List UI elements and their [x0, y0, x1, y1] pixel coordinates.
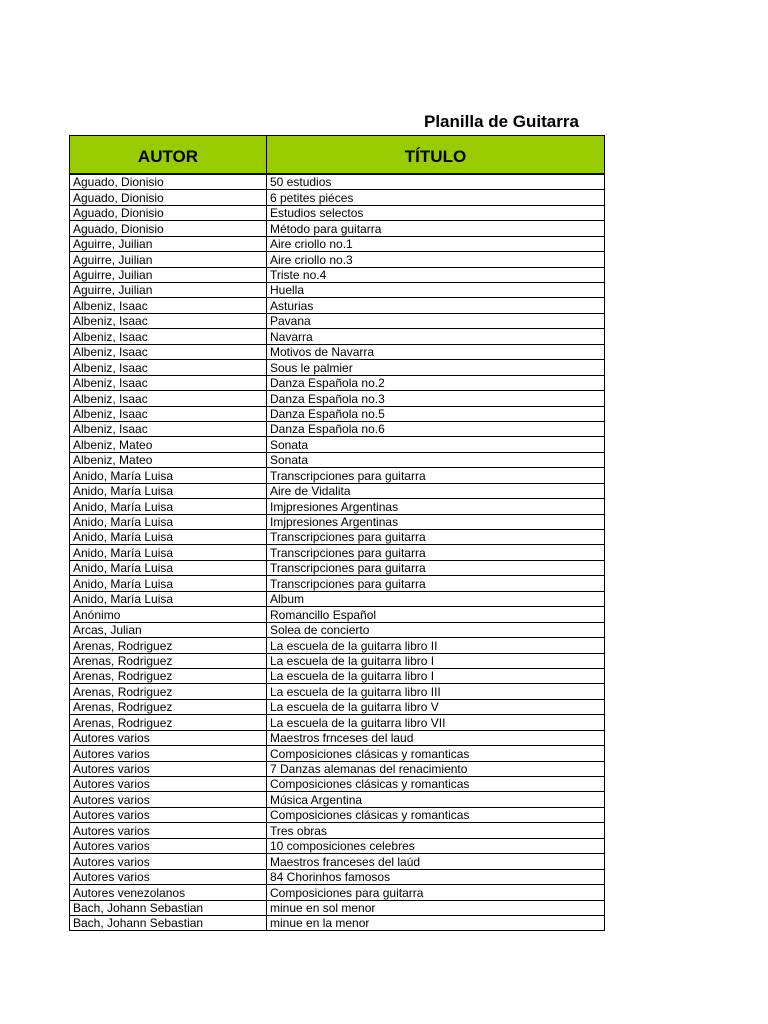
table-row — [70, 360, 605, 375]
cell-autor[interactable]: Albeniz, Isaac — [70, 406, 267, 421]
table-row — [70, 638, 605, 653]
cell-autor[interactable]: Autores varios — [70, 746, 267, 761]
table-row — [70, 653, 605, 668]
cell-autor[interactable]: Autores varios — [70, 792, 267, 807]
cell-titulo[interactable]: 7 Danzas alemanas del renacimiento — [267, 761, 605, 776]
table-row — [70, 792, 605, 807]
cell-titulo[interactable]: Motivos de Navarra — [267, 344, 605, 359]
cell-titulo[interactable]: La escuela de la guitarra libro III — [267, 684, 605, 699]
guitar-catalog-table — [69, 135, 605, 931]
cell-autor[interactable]: Anido, María Luisa — [70, 545, 267, 560]
cell-autor[interactable]: Autores varios — [70, 777, 267, 792]
table-row — [70, 313, 605, 328]
table-row — [70, 174, 605, 190]
cell-titulo[interactable]: Composiciones clásicas y romanticas — [267, 746, 605, 761]
table-row — [70, 560, 605, 575]
table-row — [70, 838, 605, 853]
cell-autor[interactable]: Bach, Johann Sebastian — [70, 915, 267, 930]
header-row — [70, 136, 605, 175]
cell-titulo[interactable]: Estudios selectos — [267, 205, 605, 220]
table-row — [70, 205, 605, 220]
cell-titulo[interactable]: La escuela de la guitarra libro VII — [267, 715, 605, 730]
cell-titulo[interactable]: Pavana — [267, 313, 605, 328]
cell-titulo[interactable]: Solea de concierto — [267, 622, 605, 637]
cell-autor[interactable]: Autores varios — [70, 807, 267, 822]
cell-titulo[interactable]: Composiciones clásicas y romanticas — [267, 777, 605, 792]
table-row — [70, 900, 605, 915]
cell-autor[interactable]: Arcas, Julian — [70, 622, 267, 637]
cell-titulo[interactable]: 84 Chorinhos famosos — [267, 869, 605, 884]
cell-titulo[interactable]: Tres obras — [267, 823, 605, 838]
cell-autor[interactable]: Arenas, Rodriguez — [70, 715, 267, 730]
cell-titulo[interactable]: Música Argentina — [267, 792, 605, 807]
table-row — [70, 190, 605, 205]
cell-titulo[interactable]: Aire de Vidalita — [267, 483, 605, 498]
cell-titulo[interactable]: Aire criollo no.3 — [267, 252, 605, 267]
cell-titulo[interactable]: Composiciones clásicas y romanticas — [267, 807, 605, 822]
cell-titulo[interactable]: 50 estudios — [267, 174, 605, 190]
table-row — [70, 699, 605, 714]
cell-titulo[interactable]: 10 composiciones celebres — [267, 838, 605, 853]
cell-autor[interactable]: Albeniz, Isaac — [70, 375, 267, 390]
table-row — [70, 283, 605, 298]
cell-titulo[interactable]: Maestros frnceses del laud — [267, 730, 605, 745]
cell-autor[interactable]: Aguirre, Juilian — [70, 283, 267, 298]
cell-titulo[interactable]: Imjpresiones Argentinas — [267, 499, 605, 514]
table-row — [70, 807, 605, 822]
cell-autor[interactable]: Albeniz, Mateo — [70, 437, 267, 452]
cell-titulo[interactable]: Danza Española no.6 — [267, 421, 605, 436]
cell-titulo[interactable]: Danza Española no.2 — [267, 375, 605, 390]
cell-titulo[interactable]: Maestros franceses del laúd — [267, 854, 605, 869]
table-row — [70, 252, 605, 267]
table-row — [70, 746, 605, 761]
table-row — [70, 715, 605, 730]
cell-autor[interactable]: Anido, María Luisa — [70, 514, 267, 529]
table-row — [70, 468, 605, 483]
cell-autor[interactable]: Arenas, Rodriguez — [70, 638, 267, 653]
cell-titulo[interactable]: minue en sol menor — [267, 900, 605, 915]
cell-autor[interactable]: Bach, Johann Sebastian — [70, 900, 267, 915]
table-row — [70, 298, 605, 313]
cell-autor[interactable]: Aguirre, Juilian — [70, 236, 267, 251]
table-row — [70, 437, 605, 452]
cell-titulo[interactable]: Transcripciones para guitarra — [267, 576, 605, 591]
cell-titulo[interactable]: Asturias — [267, 298, 605, 313]
table-row — [70, 607, 605, 622]
cell-titulo[interactable]: Album — [267, 591, 605, 606]
cell-autor[interactable]: Autores venezolanos — [70, 885, 267, 900]
cell-autor[interactable]: Arenas, Rodriguez — [70, 668, 267, 683]
cell-titulo[interactable]: Transcripciones para guitarra — [267, 530, 605, 545]
cell-autor[interactable]: Albeniz, Isaac — [70, 298, 267, 313]
cell-titulo[interactable]: minue en la menor — [267, 915, 605, 930]
cell-autor[interactable]: Anido, María Luisa — [70, 483, 267, 498]
cell-titulo[interactable]: Transcripciones para guitarra — [267, 468, 605, 483]
cell-titulo[interactable]: Romancillo Español — [267, 607, 605, 622]
cell-titulo[interactable]: Navarra — [267, 329, 605, 344]
table-row — [70, 854, 605, 869]
cell-autor[interactable]: Albeniz, Isaac — [70, 313, 267, 328]
cell-titulo[interactable]: La escuela de la guitarra libro V — [267, 699, 605, 714]
table-row — [70, 576, 605, 591]
table-row — [70, 622, 605, 637]
cell-titulo[interactable]: La escuela de la guitarra libro I — [267, 668, 605, 683]
cell-autor[interactable]: Aguirre, Juilian — [70, 267, 267, 282]
table-row — [70, 885, 605, 900]
table-body — [70, 174, 605, 931]
cell-autor[interactable]: Autores varios — [70, 761, 267, 776]
cell-autor[interactable]: Autores varios — [70, 730, 267, 745]
cell-autor[interactable]: Autores varios — [70, 854, 267, 869]
cell-titulo[interactable]: Danza Española no.5 — [267, 406, 605, 421]
table-row — [70, 329, 605, 344]
cell-autor[interactable]: Aguado, Dionisio — [70, 221, 267, 236]
cell-autor[interactable]: Anido, María Luisa — [70, 576, 267, 591]
cell-autor[interactable]: Albeniz, Mateo — [70, 452, 267, 467]
cell-titulo[interactable]: Sonata — [267, 437, 605, 452]
cell-autor[interactable]: Aguado, Dionisio — [70, 174, 267, 190]
table-row — [70, 406, 605, 421]
cell-autor[interactable]: Arenas, Rodriguez — [70, 684, 267, 699]
table-row — [70, 761, 605, 776]
cell-autor[interactable]: Anido, María Luisa — [70, 560, 267, 575]
cell-autor[interactable]: Autores varios — [70, 823, 267, 838]
cell-autor[interactable]: Arenas, Rodriguez — [70, 699, 267, 714]
table-row — [70, 823, 605, 838]
table-row — [70, 730, 605, 745]
cell-autor[interactable]: Albeniz, Isaac — [70, 329, 267, 344]
column-header-titulo: TÍTULO — [267, 136, 605, 175]
cell-titulo[interactable]: Sous le palmier — [267, 360, 605, 375]
table-row — [70, 267, 605, 282]
table-row — [70, 344, 605, 359]
column-header-autor: AUTOR — [70, 136, 267, 175]
table-row — [70, 452, 605, 467]
cell-autor[interactable]: Albeniz, Isaac — [70, 344, 267, 359]
cell-titulo[interactable]: Imjpresiones Argentinas — [267, 514, 605, 529]
table-row — [70, 684, 605, 699]
cell-titulo[interactable]: Composiciones para guitarra — [267, 885, 605, 900]
cell-autor[interactable]: Arenas, Rodriguez — [70, 653, 267, 668]
table-row — [70, 777, 605, 792]
cell-titulo[interactable]: 6 petites piéces — [267, 190, 605, 205]
cell-titulo[interactable]: Sonata — [267, 452, 605, 467]
cell-autor[interactable]: Albeniz, Isaac — [70, 391, 267, 406]
cell-autor[interactable]: Aguado, Dionisio — [70, 205, 267, 220]
cell-titulo[interactable]: Huella — [267, 283, 605, 298]
table-row — [70, 236, 605, 251]
table-row — [70, 221, 605, 236]
cell-titulo[interactable]: Transcripciones para guitarra — [267, 560, 605, 575]
page-title: Planilla de Guitarra — [424, 112, 579, 131]
table-row — [70, 514, 605, 529]
cell-titulo[interactable]: La escuela de la guitarra libro II — [267, 638, 605, 653]
cell-autor[interactable]: Anido, María Luisa — [70, 499, 267, 514]
table-row — [70, 530, 605, 545]
cell-autor[interactable]: Aguirre, Juilian — [70, 252, 267, 267]
cell-titulo[interactable]: Método para guitarra — [267, 221, 605, 236]
table-row — [70, 668, 605, 683]
cell-autor[interactable]: Aguado, Dionisio — [70, 190, 267, 205]
table-row — [70, 375, 605, 390]
cell-titulo[interactable]: Transcripciones para guitarra — [267, 545, 605, 560]
table-row — [70, 591, 605, 606]
cell-autor[interactable]: Autores varios — [70, 869, 267, 884]
cell-autor[interactable]: Anido, María Luisa — [70, 591, 267, 606]
table-row — [70, 499, 605, 514]
cell-autor[interactable]: Albeniz, Isaac — [70, 360, 267, 375]
cell-titulo[interactable]: Danza Española no.3 — [267, 391, 605, 406]
table-row — [70, 483, 605, 498]
table-row — [70, 869, 605, 884]
table-row — [70, 421, 605, 436]
table-row — [70, 545, 605, 560]
cell-autor[interactable]: Autores varios — [70, 838, 267, 853]
cell-titulo[interactable]: Triste no.4 — [267, 267, 605, 282]
cell-autor[interactable]: Albeniz, Isaac — [70, 421, 267, 436]
cell-titulo[interactable]: Aire criollo no.1 — [267, 236, 605, 251]
table-row — [70, 391, 605, 406]
cell-autor[interactable]: Anido, María Luisa — [70, 530, 267, 545]
cell-titulo[interactable]: La escuela de la guitarra libro I — [267, 653, 605, 668]
cell-autor[interactable]: Anónimo — [70, 607, 267, 622]
cell-autor[interactable]: Anido, María Luisa — [70, 468, 267, 483]
table-row — [70, 915, 605, 930]
